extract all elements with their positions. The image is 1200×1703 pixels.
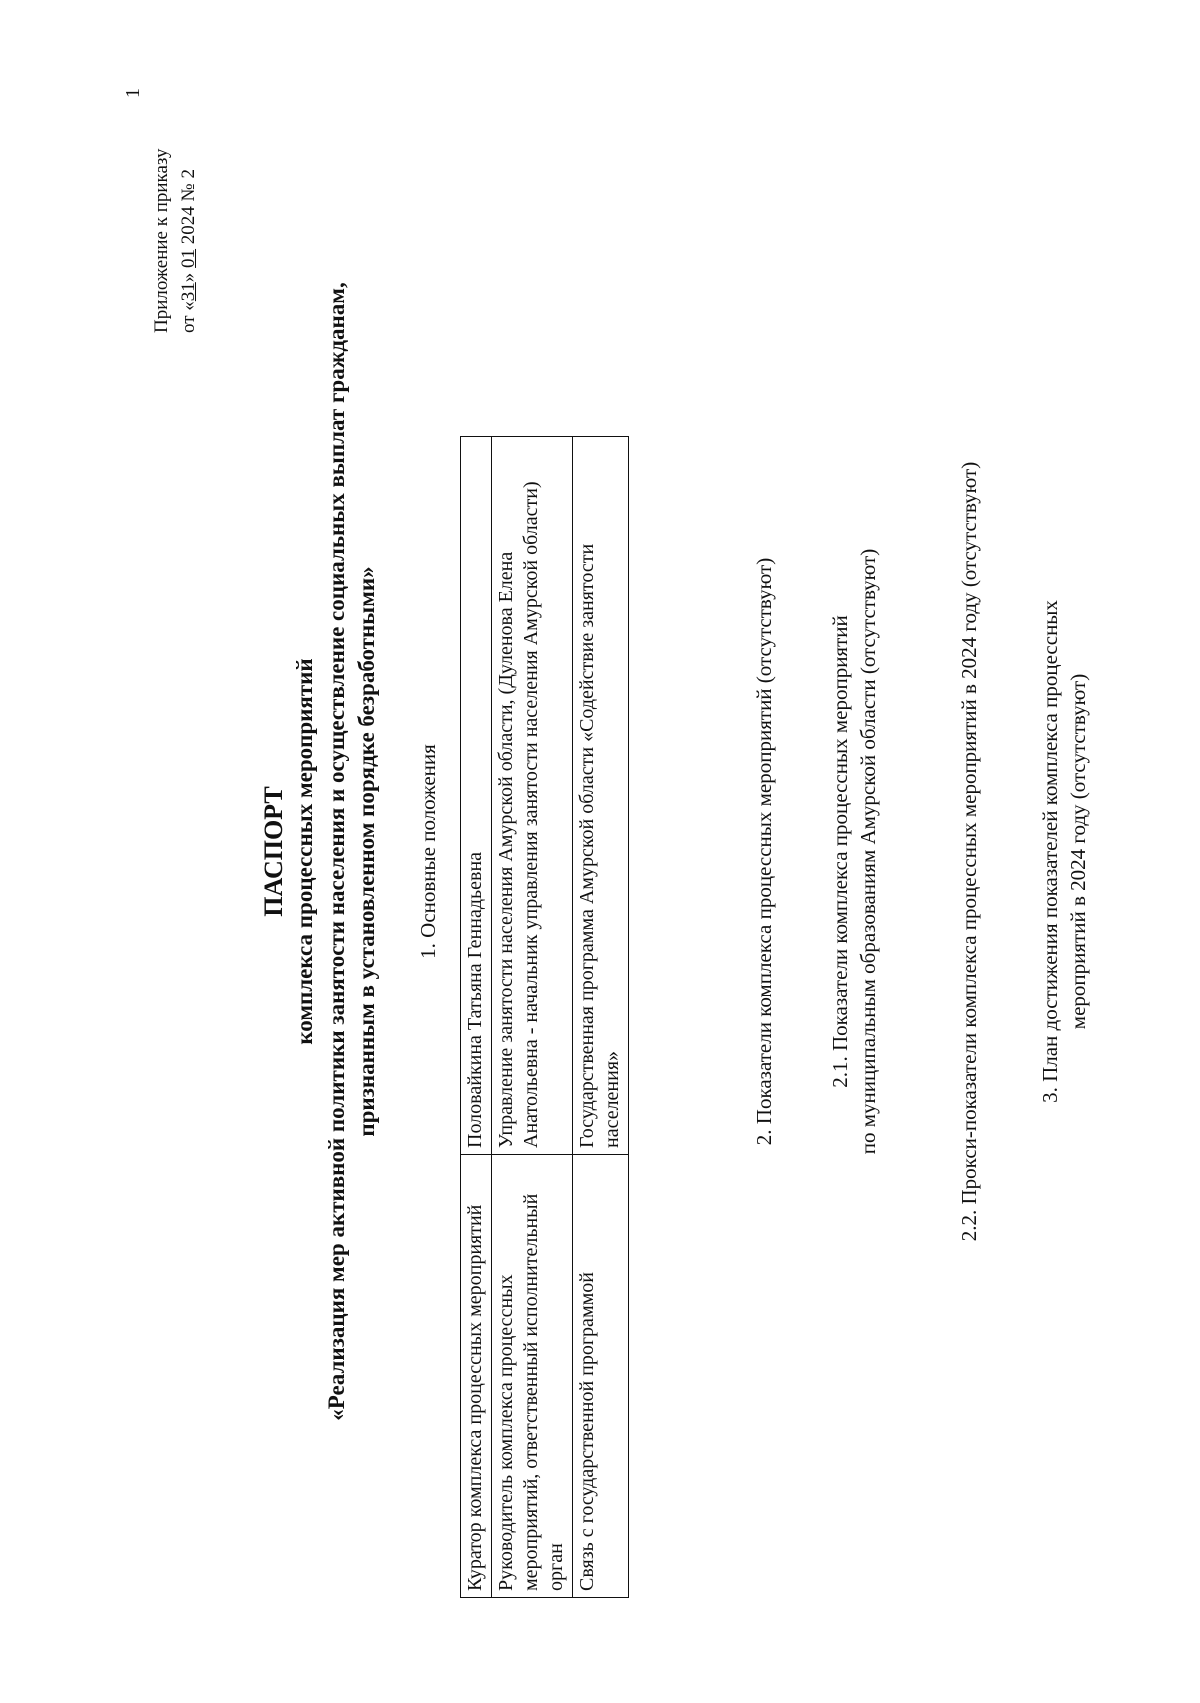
- date-month: 01: [178, 248, 199, 268]
- table-cell-value: Управление занятости населения Амурской области, (Дуленова Елена Анатольевна - начальник управления занятости населения Амурской области): [492, 437, 573, 1155]
- table-row: [492, 437, 573, 1598]
- appendix-date-line: [175, 33, 202, 333]
- table-cell-value: Государственная программа Амурской области «Содействие занятости населения»: [573, 437, 629, 1155]
- section-title-proxy-indicators: 2.2. Прокси-показатели комплекса процессных мероприятий в 2024 году (отсутствуют): [957, 461, 981, 1242]
- section-title-indicators: 2. Показатели комплекса процессных мероприятий (отсутствуют): [752, 557, 776, 1146]
- section-title-basics: 1. Основные положения: [416, 744, 440, 959]
- table-cell-label: Руководитель комплекса процессных мероприятий, ответственный исполнительный орган: [492, 1155, 573, 1598]
- date-day: 31: [178, 282, 199, 302]
- table-row: [573, 437, 629, 1598]
- table-row: [461, 437, 492, 1598]
- document-subtitle: комплекса процессных мероприятий: [292, 658, 317, 1045]
- section-line: мероприятий в 2024 году (отсутствуют): [1066, 673, 1090, 1030]
- program-name-line: признанным в установленном порядке безработными»: [354, 566, 379, 1137]
- date-mid: »: [178, 267, 199, 283]
- table-cell-label: Связь с государственной программой: [573, 1155, 629, 1598]
- section-title-achievement-plan: [1036, 0, 1092, 1703]
- program-name-line: «Реализация мер активной политики занятости населения и осуществление социальных выплат гражданам,: [324, 282, 349, 1421]
- section-title-municipal-indicators: [826, 0, 882, 1703]
- page-number: 1: [122, 88, 144, 98]
- table-cell-value: Половайкина Татьяна Геннадьевна: [461, 437, 492, 1155]
- basics-table: [460, 436, 629, 1598]
- section-line: по муниципальным образованиям Амурской области (отсутствуют): [856, 548, 880, 1155]
- section-line: 3. План достижения показателей комплекса процессных: [1038, 600, 1062, 1103]
- table-cell-label: Куратор комплекса процессных мероприятий: [461, 1155, 492, 1598]
- date-prefix: от «: [178, 301, 199, 333]
- appendix-line: Приложение к приказу: [151, 148, 172, 333]
- document-title: ПАСПОРТ: [259, 786, 288, 917]
- program-name: [322, 100, 382, 1603]
- date-year-number: 2024 № 2: [178, 169, 199, 249]
- section-line: 2.1. Показатели комплекса процессных мероприятий: [828, 615, 852, 1088]
- appendix-note: [148, 33, 202, 333]
